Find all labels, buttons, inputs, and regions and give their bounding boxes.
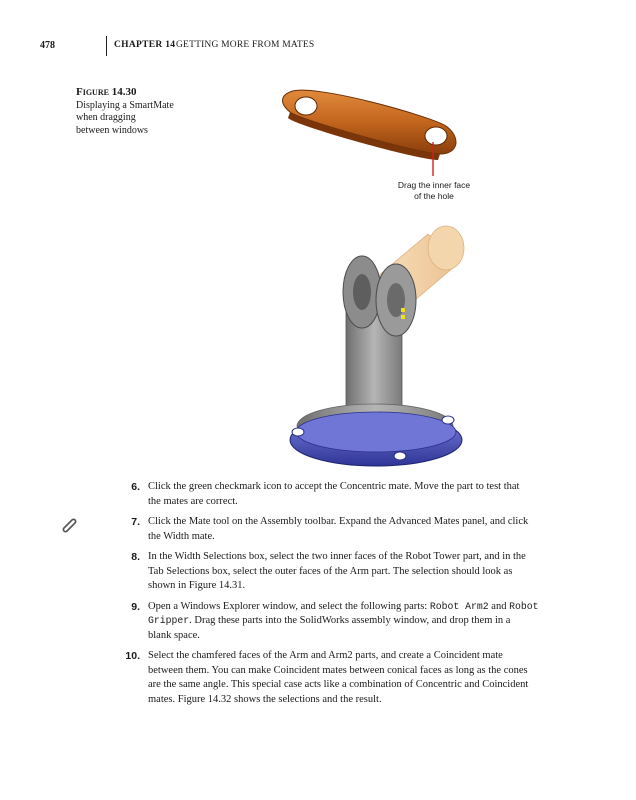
page-number: 478	[40, 40, 55, 51]
step-line: mates. Figure 14.32 shows the selections and the result.	[148, 693, 382, 705]
step-9	[118, 600, 588, 644]
part-name-code: Robot	[509, 600, 539, 612]
step-6	[118, 480, 588, 509]
callout-line-text: Drag the inner face	[397, 180, 471, 190]
caption-line: between windows	[76, 124, 148, 136]
step-line: shown in Figure 14.31.	[148, 580, 246, 591]
step-line: Click the green checkmark icon to accept the Concentric mate. Move the part to test that	[148, 481, 520, 492]
step-line	[148, 614, 588, 629]
step-list	[118, 480, 588, 713]
step-10	[118, 649, 588, 707]
step-line: the Width mate.	[148, 530, 215, 542]
callout-line-text: of the hole	[414, 191, 454, 201]
header-divider	[106, 36, 107, 56]
step-8	[118, 550, 588, 594]
step-line: Click the Mate tool on the Assembly toolbar. Expand the Advanced Mates panel, and click	[148, 516, 529, 527]
chapter-label: CHAPTER 14	[114, 40, 176, 50]
chapter-title: GETTING MORE FROM MATES	[176, 40, 315, 50]
step-7	[118, 515, 588, 544]
base-part	[290, 404, 462, 466]
part-name-code: Gripper	[148, 615, 190, 626]
step-text: . Drag these parts into the SolidWorks assembly window, and drop them in a	[189, 615, 511, 626]
running-header	[40, 36, 600, 56]
step-line: blank space.	[148, 629, 200, 641]
step-text: Open a Windows Explorer window, and select the following parts:	[148, 600, 430, 612]
robot-tower-part	[343, 256, 416, 410]
figure-caption	[76, 86, 216, 137]
paperclip-icon	[58, 514, 80, 536]
step-line: are the same angle. This special case acts like a combination of Concentric and Coincident	[148, 679, 529, 690]
caption-line: Displaying a SmartMate	[76, 99, 174, 111]
figure-label: Figure 14.30	[76, 86, 137, 98]
step-line: the mates are correct.	[148, 495, 238, 507]
caption-line: when dragging	[76, 112, 136, 123]
step-text: and	[488, 600, 510, 612]
step-number: 7.	[131, 516, 140, 528]
step-line: Tab Selections box, select the outer faces of the Arm part. The selection should look as	[148, 565, 513, 577]
figure-callout	[386, 180, 482, 202]
step-number: 10.	[125, 650, 140, 662]
step-number: 8.	[131, 551, 140, 563]
step-line: between them. You can make Coincident mates between conical faces as long as the cones	[148, 664, 528, 676]
robot-assembly-figure	[250, 68, 590, 478]
step-line: In the Width Selections box, select the two inner faces of the Robot Tower part, and in the	[148, 551, 526, 562]
arm-part	[283, 90, 457, 160]
step-number: 9.	[131, 600, 140, 613]
step-line	[148, 600, 588, 615]
step-number: 6.	[131, 481, 140, 493]
part-name-code: Robot Arm2	[429, 600, 489, 612]
step-line: Select the chamfered faces of the Arm and Arm2 parts, and create a Coincident mate	[148, 650, 503, 661]
